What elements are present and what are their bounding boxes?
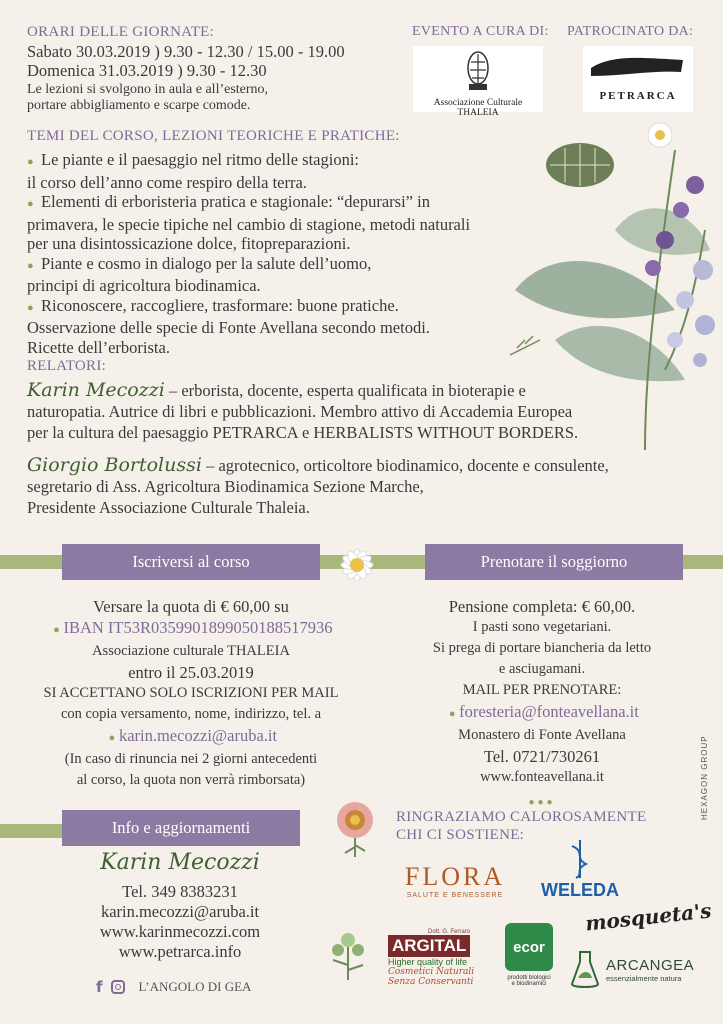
petrarca-logo-text: PETRARCA xyxy=(599,90,677,102)
topic-line: ● Le piante e il paesaggio nel ritmo delle stagioni: xyxy=(27,150,527,173)
dots-ornament: ●●● xyxy=(528,797,556,808)
booking-body: Pensione completa: € 60,00. I pasti sono vegetariani. Si prega di portare biancheria da letto e asciugamani. MAIL PER PRENOTARE: ● foresteria@fonteavellana.it Monastero di Fonte Avellana Tel. 0721/730261 www.fonteavellana.it ●●● xyxy=(372,596,712,813)
social-row xyxy=(96,978,251,996)
info-header: Info e aggiornamenti xyxy=(62,810,300,846)
topic-line: ● Riconoscere, raccogliere, trasformare: buone pratiche. xyxy=(27,296,527,319)
topics-list xyxy=(27,150,527,357)
topic-line: ● Elementi di erboristeria pratica e stagionale: “depurarsi” in xyxy=(27,192,527,215)
ecor-logo: ecor prodotti biologici e biodinamici xyxy=(498,915,560,995)
info-web-1[interactable]: www.karinmecozzi.com xyxy=(99,922,261,941)
info-body xyxy=(60,848,300,962)
thaleia-emblem-icon xyxy=(413,46,543,96)
topic-line: primavera, le specie tipiche nel cambio di stagione, metodi naturali xyxy=(27,214,471,234)
topic-line: Osservazione delle specie di Fonte Avellana secondo metodi. xyxy=(27,318,430,337)
daisy-icon xyxy=(322,535,392,595)
thaleia-logo-text: Associazione Culturale THALEIA xyxy=(433,98,523,118)
schedule-sunday: Domenica 31.03.2019 ) 9.30 - 12.30 xyxy=(27,61,267,80)
clover-sprig-icon xyxy=(318,925,378,985)
social-handle: L’ANGOLO DI GEA xyxy=(138,979,252,994)
info-web-2[interactable]: www.petrarca.info xyxy=(118,942,242,961)
flora-logo: FLORA SALUTE E BENESSERE xyxy=(404,861,506,899)
thaleia-logo xyxy=(413,46,543,118)
topic-line: ● Piante e cosmo in dialogo per la salute dell’uomo, xyxy=(27,254,527,277)
petrarca-logo xyxy=(583,46,693,112)
sponsor-by-label: PATROCINATO DA: xyxy=(567,24,694,39)
enroll-email-link[interactable]: karin.mecozzi@aruba.it xyxy=(118,726,278,745)
topic-line: principi di agricoltura biodinamica. xyxy=(27,276,261,295)
enroll-header: Iscriversi al corso xyxy=(62,544,320,580)
weleda-logo: WELEDA xyxy=(540,835,620,903)
thanks-text: RINGRAZIAMO CALOROSAMENTE CHI CI SOSTIENE: xyxy=(396,809,647,843)
schedule-saturday: Sabato 30.03.2019 ) 9.30 - 12.30 / 15.00 - 19.00 xyxy=(27,42,345,61)
leaf-bullet-icon: ● xyxy=(53,624,60,636)
schedule-note-1: Le lezioni si svolgono in aula e all’esterno, xyxy=(27,82,269,97)
leaf-bullet-icon: ● xyxy=(27,198,34,210)
info-phone: Tel. 349 8383231 xyxy=(122,882,238,901)
booking-website-link[interactable]: www.fonteavellana.it xyxy=(480,769,604,785)
leaf-bullet-icon: ● xyxy=(27,259,34,272)
leaf-bullet-icon: ● xyxy=(27,156,34,168)
event-by-label: EVENTO A CURA DI: xyxy=(412,24,549,39)
argital-logo: Dott. G. Ferraro ARGITAL Higher quality of life Cosmetici Naturali Senza Conservanti xyxy=(388,929,475,987)
facebook-icon[interactable]: f xyxy=(96,978,103,996)
speaker-2: Giorgio Bortolussi – agrotecnico, orticoltore biodinamico, docente e consulente, segretario di Ass. Agricoltura Biodinamica Sezione Marche, Presidente Associazione Culturale Thaleia. xyxy=(27,454,609,517)
topic-line: Ricette dell’erborista. xyxy=(27,337,170,357)
enroll-body: Versare la quota di € 60,00 su ● IBAN IT53R0359901899050188517936 Associazione culturale THALEIA entro il 25.03.2019 SI ACCETTANO SOLO ISCRIZIONI PER MAIL con copia versamento, nome, indirizzo, tel. a ● karin.mecozzi@aruba.it (In caso di rinuncia nei 2 giorni antecedenti al corso, la quota non verrà rimborsata) xyxy=(43,597,339,788)
info-name: Karin Mecozzi xyxy=(100,850,260,875)
speaker-1: Karin Mecozzi – erborista, docente, esperta qualificata in bioterapie e naturopatia. Autrice di libri e pubblicazioni. Membro attivo di Accademia Europea per la cultura del paesaggio PETRARCA e HERBALISTS WITHOUT BORDERS. xyxy=(27,379,579,442)
caduceus-icon xyxy=(566,838,594,880)
flask-leaf-icon xyxy=(568,948,602,992)
booking-email-link[interactable]: foresteria@fonteavellana.it xyxy=(459,702,639,721)
hexagon-credit: HEXAGON GROUP xyxy=(700,735,709,820)
iban-text: IBAN IT53R0359901899050188517936 xyxy=(63,618,333,637)
brush-stroke-icon xyxy=(583,46,693,86)
topics-title: TEMI DEL CORSO, LEZIONI TEORICHE E PRATICHE: xyxy=(27,128,400,144)
schedule-title: ORARI DELLE GIORNATE: xyxy=(27,24,215,40)
topic-line: per una disintossicazione dolce, fitopreparazioni. xyxy=(27,234,351,253)
instagram-icon[interactable] xyxy=(111,980,125,994)
speaker-2-name: Giorgio Bortolussi xyxy=(27,454,202,476)
speaker-1-name: Karin Mecozzi xyxy=(27,379,165,401)
speakers-title: RELATORI: xyxy=(27,358,107,374)
leaf-bullet-icon: ● xyxy=(448,708,456,720)
info-email[interactable]: karin.mecozzi@aruba.it xyxy=(100,902,260,921)
schedule-note-2: portare abbigliamento e scarpe comode. xyxy=(27,98,251,113)
leaf-bullet-icon: ● xyxy=(108,732,116,744)
topic-line: il corso dell’anno come respiro della terra. xyxy=(27,172,307,192)
arcangea-logo: ARCANGEA essenzialmente natura xyxy=(568,945,698,995)
booking-header: Prenotare il soggiorno xyxy=(425,544,683,580)
aster-flower-icon xyxy=(325,795,385,860)
mosquetas-logo: mosqueta's xyxy=(584,898,713,936)
leaf-bullet-icon: ● xyxy=(27,301,34,314)
